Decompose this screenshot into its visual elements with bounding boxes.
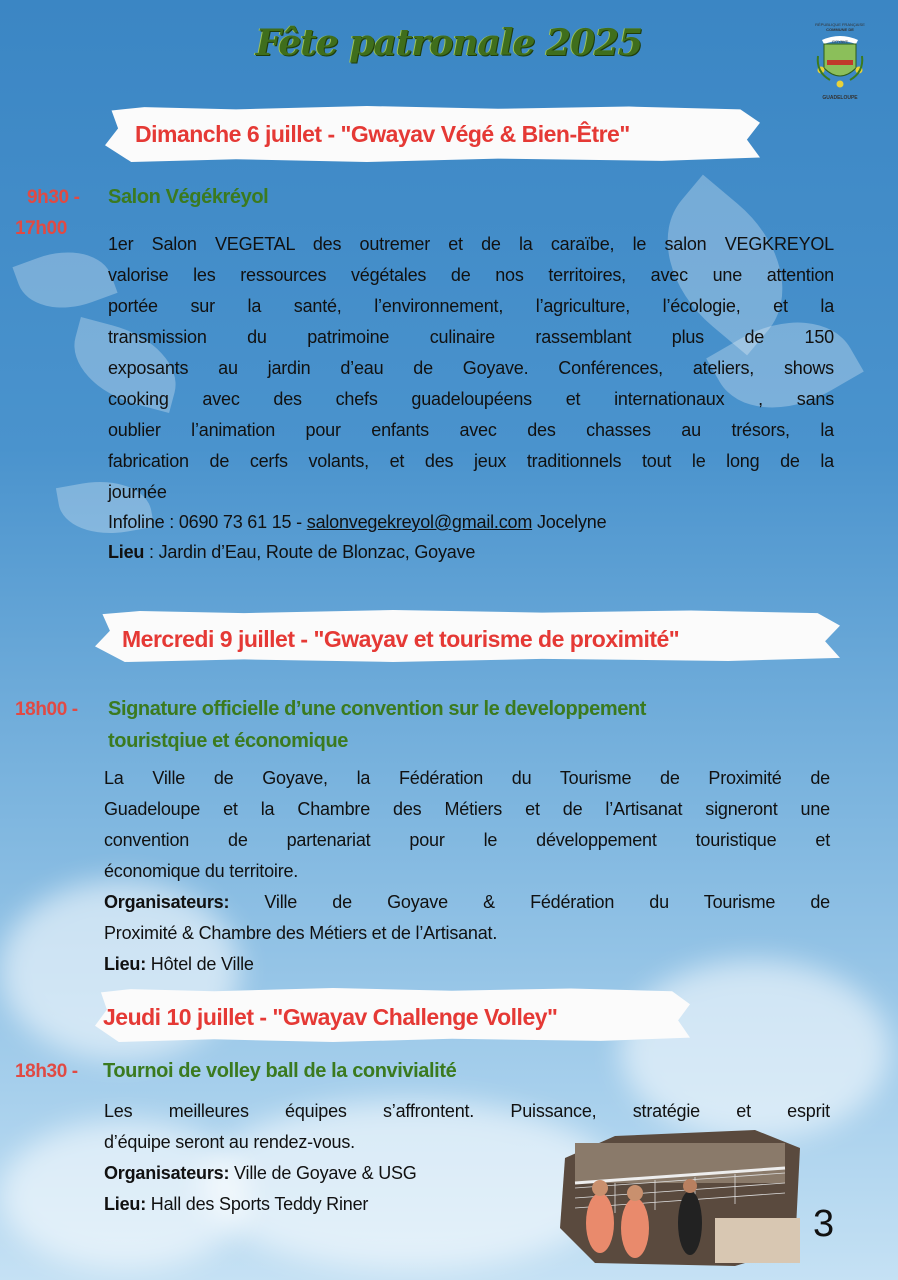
day-banner-title: Mercredi 9 juillet - "Gwayav et tourisme de proximité" (122, 626, 680, 652)
location-value: Hall des Sports Teddy Riner (146, 1194, 369, 1214)
organisers-continued: Proximité & Chambre des Métiers et de l’Artisanat. (104, 923, 498, 943)
paragraph-line: cooking avec des chefs guadeloupéens et internationaux , sans (108, 389, 834, 409)
event-time-start: 9h30 - (27, 187, 80, 208)
location-label: Lieu (108, 542, 145, 562)
event-time-start: 18h30 - (15, 1061, 78, 1082)
leaf-decoration (12, 236, 117, 323)
event-time-end: 17h00 (15, 218, 67, 239)
volleyball-photo (555, 1128, 805, 1268)
logo-name: GOYAVE (831, 39, 849, 44)
paragraph-line: 1er Salon VEGETAL des outremer et de la caraïbe, le salon VEGKREYOL (108, 234, 834, 254)
location-label: Lieu: (104, 954, 146, 974)
event-location (104, 951, 254, 977)
logo-text: GUADELOUPE (822, 95, 858, 101)
paragraph-line: d’équipe seront au rendez-vous. (104, 1132, 355, 1152)
crest-icon (812, 32, 868, 90)
event-location (108, 539, 475, 565)
paragraph-line: fabrication de cerfs volants, et des jeux traditionnels tout le long de la (108, 451, 834, 471)
commune-logo (812, 22, 868, 101)
event-title: Salon Végékréyol (108, 186, 269, 208)
organisers (104, 889, 830, 915)
paragraph-line: portée sur la santé, l’environnement, l’agriculture, l’écologie, et la (108, 296, 834, 316)
email-link[interactable]: salonvegekreyol@gmail.com (306, 512, 533, 532)
paragraph-line: exposants au jardin d’eau de Goyave. Conférences, ateliers, shows (108, 358, 834, 378)
event-title: Signature officielle d’une convention sur le developpement (108, 698, 647, 720)
infoline (108, 509, 606, 535)
paragraph-line: Les meilleures équipes s’affrontent. Puissance, stratégie et esprit (104, 1101, 830, 1121)
location-value: Hôtel de Ville (146, 954, 254, 974)
organisers-label: Organisateurs: (104, 1163, 230, 1183)
paragraph-line: convention de partenariat pour le développement touristique et (104, 830, 830, 850)
day-banner-title: Jeudi 10 juillet - "Gwayav Challenge Volley" (103, 1004, 558, 1030)
organisers-value: Ville de Goyave & Fédération du Tourisme de (229, 892, 830, 912)
event-title: Tournoi de volley ball de la convivialité (103, 1060, 457, 1082)
paragraph-line: oublier l’animation pour enfants avec des chasses au trésors, la (108, 420, 834, 440)
location-label: Lieu: (104, 1194, 146, 1214)
day-banner-title: Dimanche 6 juillet - "Gwayav Végé & Bien-Être" (135, 121, 630, 147)
paragraph-line: La Ville de Goyave, la Fédération du Tourisme de Proximité de (104, 768, 830, 788)
logo-text: RÉPUBLIQUE FRANÇAISE (815, 22, 865, 27)
organisers (104, 1160, 417, 1186)
infoline-contact: Jocelyne (532, 512, 607, 532)
event-location (104, 1191, 368, 1217)
paragraph-line: valorise les ressources végétales de nos territoires, avec une attention (108, 265, 834, 285)
paragraph-line: journée (108, 482, 167, 502)
event-time-start: 18h00 - (15, 699, 78, 720)
paragraph-line: transmission du patrimoine culinaire rassemblant plus de 150 (108, 327, 834, 347)
paragraph-line: Guadeloupe et la Chambre des Métiers et de l’Artisanat signeront une (104, 799, 830, 819)
infoline-label: Infoline : 0690 73 61 15 - (108, 512, 307, 532)
page-number: 3 (813, 1203, 835, 1245)
event-title: touristqiue et économique (108, 730, 349, 752)
organisers-label: Organisateurs: (104, 892, 230, 912)
page-title: Fête patronale 2025 (255, 22, 643, 64)
location-value: : Jardin d’Eau, Route de Blonzac, Goyave (144, 542, 476, 562)
organisers-value: Ville de Goyave & USG (229, 1163, 417, 1183)
logo-text: COMMUNE DE (826, 27, 854, 32)
paragraph-line: économique du territoire. (104, 861, 299, 881)
